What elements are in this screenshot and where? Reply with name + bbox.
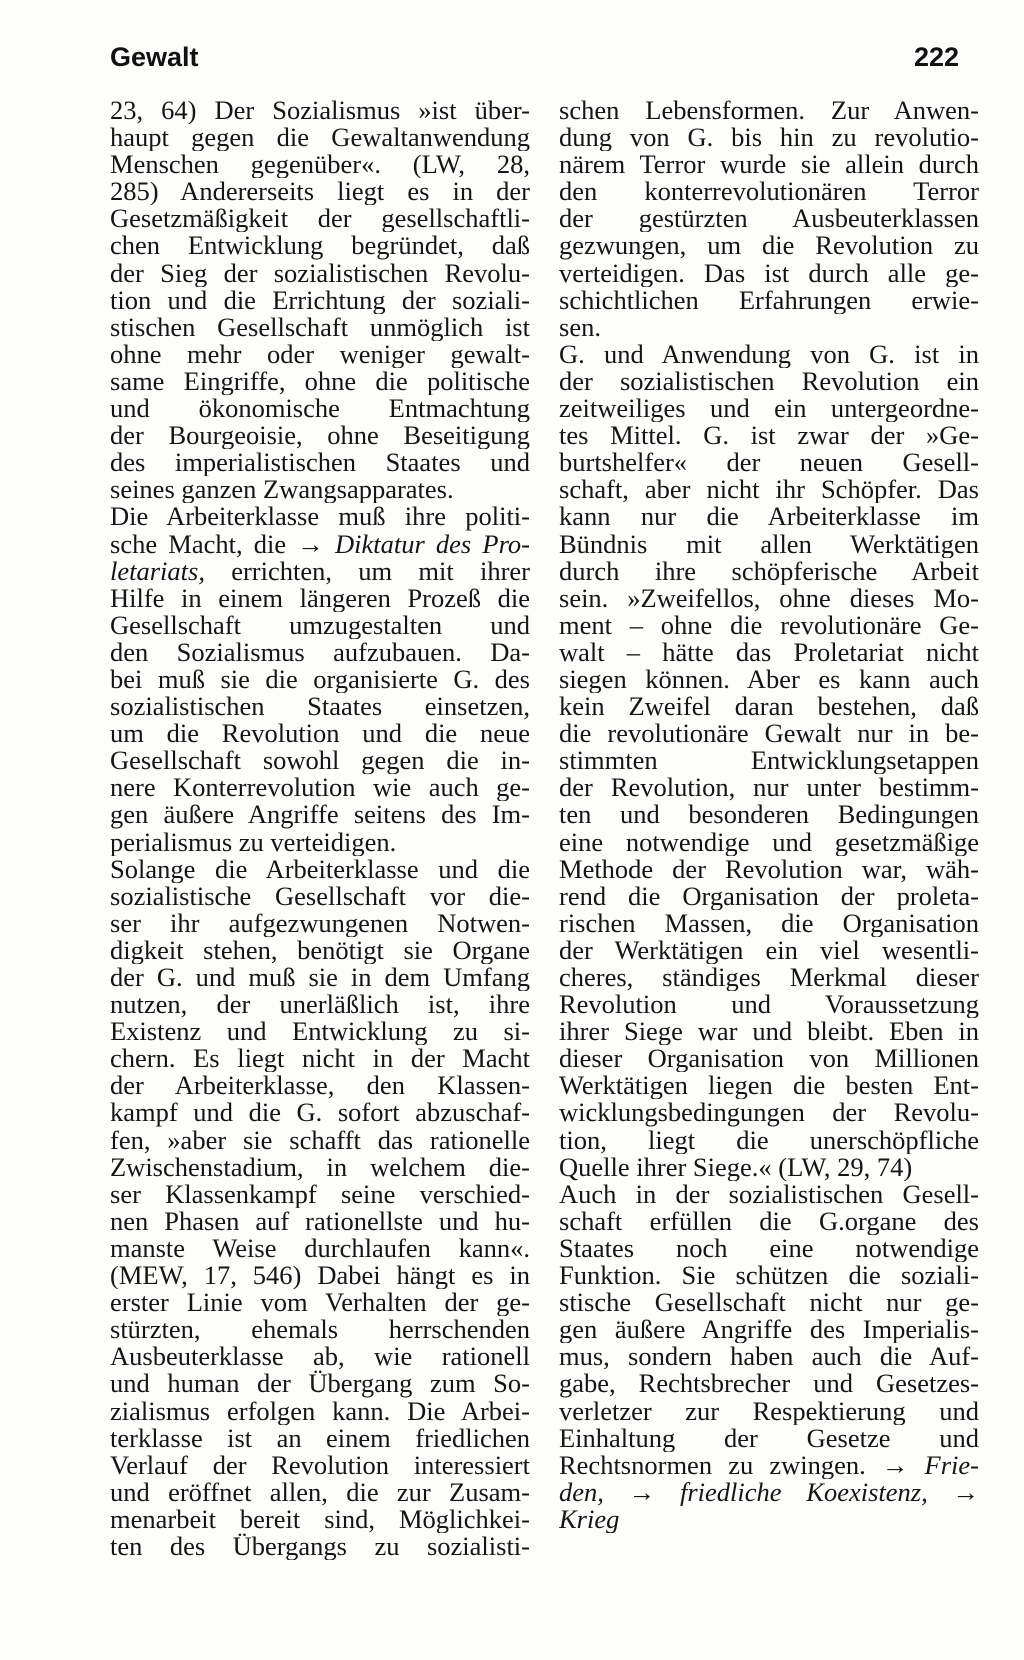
text-line: der Revolution, nur unter bestimm- <box>559 774 979 802</box>
text-line: burtshelfer« der neuen Gesell- <box>559 449 979 477</box>
text-line: Funktion. Sie schützen die soziali- <box>559 1262 979 1290</box>
text-line: tes Mittel. G. ist zwar der »Ge- <box>559 422 979 450</box>
text-line: des imperialistischen Staates und <box>110 449 530 477</box>
text-line: Verlauf der Revolution interessiert <box>110 1451 530 1479</box>
text-line: Staates noch eine notwendige <box>559 1234 979 1263</box>
text-line: cheres, ständiges Merkmal dieser <box>559 964 979 992</box>
text-line: der Werktätigen ein viel wesentli- <box>559 936 979 964</box>
text-line: Zwischenstadium, in welchem die- <box>110 1153 530 1181</box>
text-line: dieser Organisation von Millionen <box>559 1045 979 1073</box>
text-line: der Bourgeoisie, ohne Beseitigung <box>110 422 530 450</box>
text-line: zeitweiliges und ein untergeordne- <box>559 395 979 423</box>
text-line: die revolutionäre Gewalt nur in be- <box>559 720 979 748</box>
text-line: der Sieg der sozialistischen Revolu- <box>110 259 530 287</box>
text-line: nutzen, der unerläßlich ist, ihre <box>110 991 530 1019</box>
text-line: der gestürzten Ausbeuterklassen <box>559 205 979 233</box>
text-line: der sozialistischen Revolution ein <box>559 367 979 396</box>
text-line: gen äußere Angriffe des Imperialis- <box>559 1316 979 1344</box>
text-line: mus, sondern haben auch die Auf- <box>559 1343 979 1371</box>
text-line: same Eingriffe, ohne die politische <box>110 367 530 396</box>
text-line: fen, »aber sie schafft das rationelle <box>110 1126 530 1154</box>
text-line: erster Linie vom Verhalten der ge- <box>110 1289 530 1317</box>
text-line: tion und die Errichtung der soziali- <box>110 286 530 314</box>
text-line: menarbeit bereit sind, Möglichkei- <box>110 1505 530 1533</box>
text-line: perialismus zu verteidigen. <box>110 828 397 856</box>
text-line: sozialistischen Staates einsetzen, <box>110 693 530 721</box>
text-line: Menschen gegenüber«. (LW, 28, <box>110 151 530 179</box>
text-line: den Sozialismus aufzubauen. Da- <box>110 638 530 666</box>
text-line: Existenz und Entwicklung zu si- <box>110 1018 530 1046</box>
text-line: der G. und muß sie in dem Umfang <box>110 964 530 992</box>
text-line: (MEW, 17, 546) Dabei hängt es in <box>110 1262 530 1290</box>
text-line: schaft erfüllen die G.organe des <box>559 1207 979 1235</box>
page-number: 222 <box>914 42 960 72</box>
text-line: rischen Massen, die Organisation <box>559 909 979 937</box>
text-line: sein. »Zweifellos, ohne dieses Mo- <box>559 584 979 612</box>
text-line: um die Revolution und die neue <box>110 720 530 748</box>
text-line: gezwungen, um die Revolution zu <box>559 232 979 260</box>
text-line: stürzten, ehemals herrschenden <box>110 1316 530 1344</box>
text-line: Quelle ihrer Siege.« (LW, 29, 74) <box>559 1153 913 1181</box>
text-line: manste Weise durchlaufen kann«. <box>110 1234 530 1263</box>
text-line: chern. Es liegt nicht in der Macht <box>110 1045 530 1073</box>
text-line: stische Gesellschaft nicht nur ge- <box>559 1289 979 1317</box>
text-line: ser ihr aufgezwungenen Notwen- <box>110 909 530 937</box>
text-line: schaft, aber nicht ihr Schöpfer. Das <box>559 476 979 504</box>
text-line: und eröffnet allen, die zur Zusam- <box>110 1478 530 1506</box>
text-line: ment – ohne die revolutionäre Ge- <box>559 611 979 639</box>
text-line: Einhaltung der Gesetze und <box>559 1424 979 1452</box>
text-line: sche Macht, die → Diktatur des Pro- <box>110 530 530 558</box>
text-line: dung von G. bis hin zu revolutio- <box>559 124 979 152</box>
text-line: ohne mehr oder weniger gewalt- <box>110 340 530 368</box>
text-line: bei muß sie die organisierte G. des <box>110 665 530 694</box>
text-line: sen. <box>559 313 601 341</box>
text-line: Revolution und Voraussetzung <box>559 991 979 1019</box>
text-line: rend die Organisation der proleta- <box>559 882 979 910</box>
text-line: ten des Übergangs zu sozialisti- <box>110 1532 530 1561</box>
text-line: siegen können. Aber es kann auch <box>559 665 979 694</box>
text-line: ihrer Siege war und bleibt. Eben in <box>559 1018 979 1046</box>
text-line: den, → friedliche Koexistenz, → <box>559 1478 979 1506</box>
text-line: wicklungsbedingungen der Revolu- <box>559 1099 979 1127</box>
text-line: den konterrevolutionären Terror <box>559 178 979 206</box>
text-line: chen Entwicklung begründet, daß <box>110 232 530 260</box>
text-line: und ökonomische Entmachtung <box>110 395 530 423</box>
text-line: sozialistische Gesellschaft vor die- <box>110 882 530 910</box>
text-line: nere Konterrevolution wie auch ge- <box>110 774 530 802</box>
text-line: Hilfe in einem längeren Prozeß die <box>110 584 530 612</box>
text-line: Gesetzmäßigkeit der gesellschaftli- <box>110 205 530 233</box>
text-line: letariats, errichten, um mit ihrer <box>110 557 530 585</box>
text-line: tion, liegt die unerschöpfliche <box>559 1126 979 1154</box>
left-text-column <box>110 97 530 1560</box>
text-line: närem Terror wurde sie allein durch <box>559 151 979 179</box>
text-line: walt – hätte das Proletariat nicht <box>559 638 979 666</box>
text-line: digkeit stehen, benötigt sie Organe <box>110 936 530 964</box>
text-line: stischen Gesellschaft unmöglich ist <box>110 313 530 341</box>
text-line: verteidigen. Das ist durch alle ge- <box>559 259 979 287</box>
text-line: gabe, Rechtsbrecher und Gesetzes- <box>559 1370 979 1398</box>
text-line: Ausbeuterklasse ab, wie rationell <box>110 1343 530 1371</box>
text-line: eine notwendige und gesetzmäßige <box>559 828 979 856</box>
text-line: kampf und die G. sofort abzuschaf- <box>110 1099 530 1127</box>
text-line: und human der Übergang zum So- <box>110 1370 530 1398</box>
text-line: ten und besonderen Bedingungen <box>559 801 979 829</box>
text-line: Werktätigen liegen die besten Ent- <box>559 1072 979 1100</box>
text-line: G. und Anwendung von G. ist in <box>559 340 979 368</box>
text-line: kein Zweifel daran bestehen, daß <box>559 693 979 721</box>
text-line: der Arbeiterklasse, den Klassen- <box>110 1072 530 1100</box>
text-line: haupt gegen die Gewaltanwendung <box>110 124 530 152</box>
text-line: gen äußere Angriffe seitens des Im- <box>110 801 530 829</box>
text-line: verletzer zur Respektierung und <box>559 1397 979 1425</box>
text-line: Solange die Arbeiterklasse und die <box>110 855 530 883</box>
text-line: Die Arbeiterklasse muß ihre politi- <box>110 503 530 531</box>
text-line: terklasse ist an einem friedlichen <box>110 1424 530 1452</box>
text-line: 285) Andererseits liegt es in der <box>110 178 530 206</box>
text-line: durch ihre schöpferische Arbeit <box>559 557 979 585</box>
text-line: seines ganzen Zwangsapparates. <box>110 476 454 504</box>
text-line: Auch in der sozialistischen Gesell- <box>559 1180 979 1208</box>
text-line: schen Lebensformen. Zur Anwen- <box>559 97 979 125</box>
text-line: Methode der Revolution war, wäh- <box>559 855 979 883</box>
entry-heading: Gewalt <box>110 42 199 72</box>
text-line: Rechtsnormen zu zwingen. → Frie- <box>559 1451 979 1479</box>
right-text-column <box>559 97 979 1533</box>
text-line: Krieg <box>559 1505 620 1533</box>
text-line: nen Phasen auf rationellste und hu- <box>110 1207 530 1235</box>
text-line: kann nur die Arbeiterklasse im <box>559 503 979 531</box>
text-line: 23, 64) Der Sozialismus »ist über- <box>110 97 530 125</box>
text-line: schichtlichen Erfahrungen erwie- <box>559 286 979 314</box>
text-line: ser Klassenkampf seine verschied- <box>110 1180 530 1208</box>
text-line: Gesellschaft sowohl gegen die in- <box>110 747 530 775</box>
text-line: zialismus erfolgen kann. Die Arbei- <box>110 1397 530 1425</box>
text-line: Bündnis mit allen Werktätigen <box>559 530 979 558</box>
text-line: stimmten Entwicklungsetappen <box>559 747 979 775</box>
text-line: Gesellschaft umzugestalten und <box>110 611 530 639</box>
